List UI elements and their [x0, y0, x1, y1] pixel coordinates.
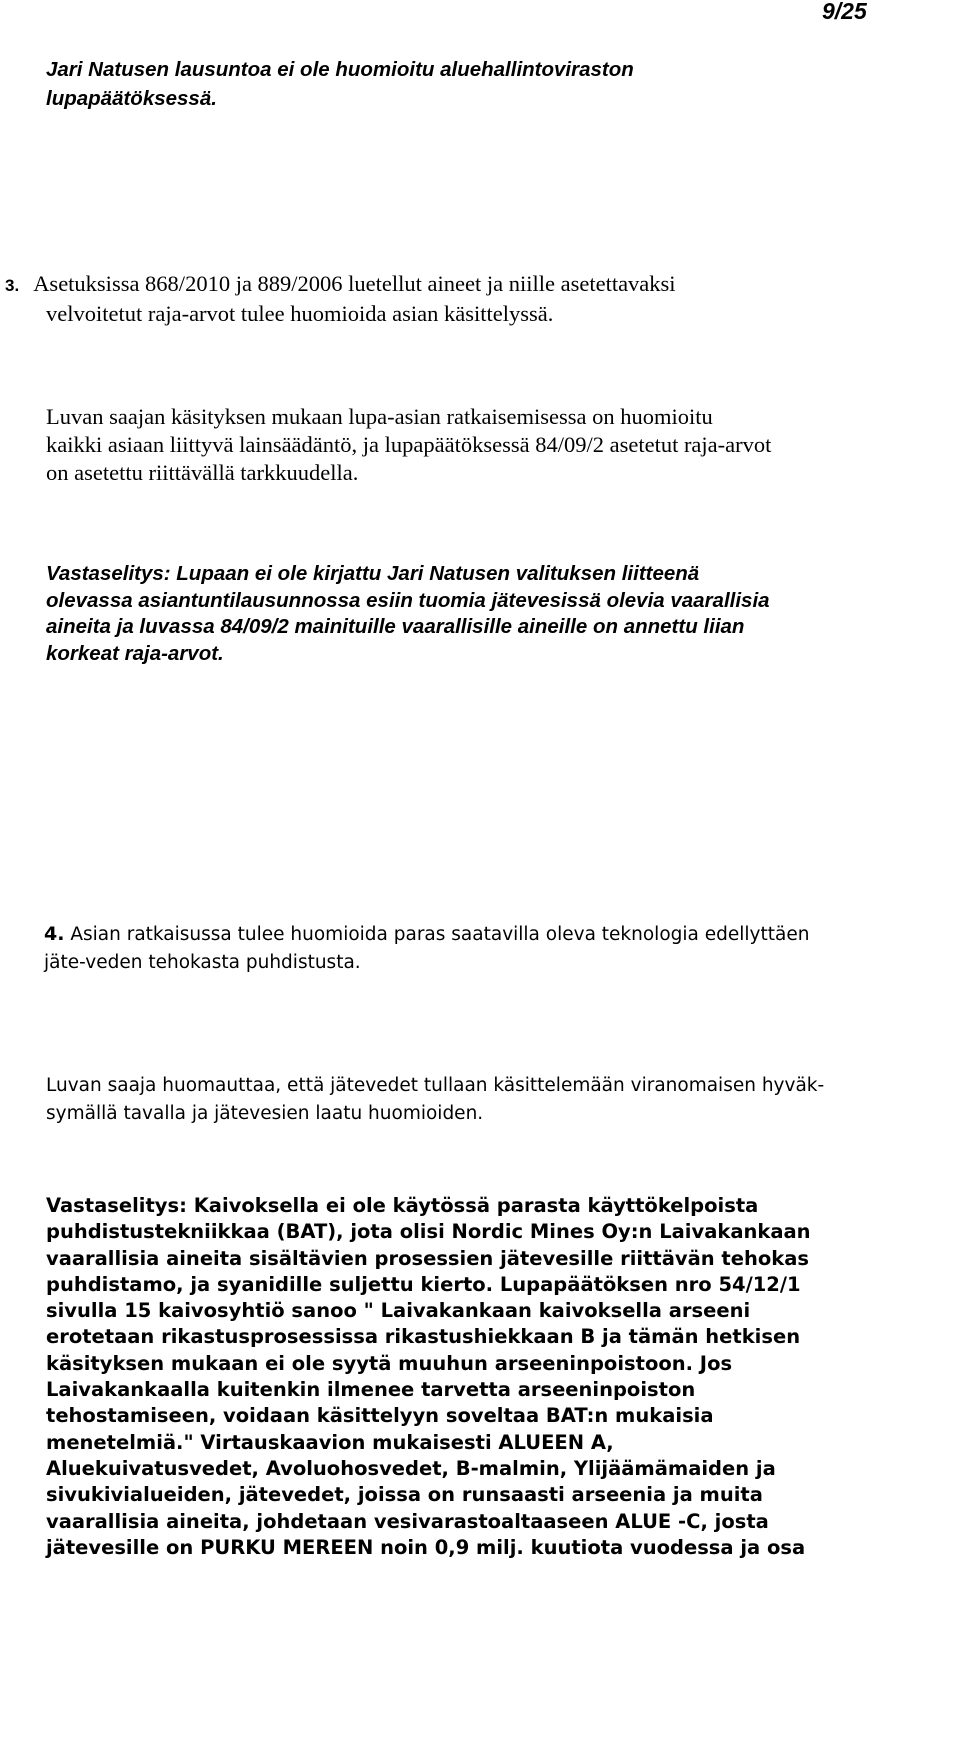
text-line: jäte-veden tehokasta puhdistusta. [44, 952, 361, 973]
item-number: 3. [5, 276, 20, 295]
text-line: käsityksen mukaan ei ole syytä muuhun arseeninpoistoon. Jos [46, 1351, 733, 1375]
item-number: 4. [44, 923, 65, 945]
text-line: tehostamiseen, voidaan käsittelyyn soveltaa BAT:n mukaisia [46, 1404, 714, 1428]
text-line: Luvan saajan käsityksen mukaan lupa-asian ratkaisemisessa on huomioitu [46, 404, 713, 429]
permit-holder-response-4 [46, 1072, 936, 1128]
text-line: jätevesille on PURKU MEREEN noin 0,9 milj. kuutiota vuodessa ja osa [46, 1535, 806, 1559]
page-number: 9/25 [822, 0, 867, 24]
text-line: vaarallisia aineita, johdetaan vesivarastoaltaaseen ALUE -C, josta [46, 1509, 769, 1533]
text-line: lupapäätöksessä. [46, 86, 217, 110]
text-line: kaikki asiaan liittyvä lainsäädäntö, ja lupapäätöksessä 84/09/2 asetetut raja-arvot [46, 432, 772, 457]
text-line: korkeat raja-arvot. [46, 641, 224, 665]
rebuttal-3 [46, 561, 936, 667]
text-line: velvoitetut raja-arvot tulee huomioida asian käsittelyssä. [46, 301, 554, 326]
text-line: aineita ja luvassa 84/09/2 mainituille vaarallisille aineille on annettu liian [46, 615, 745, 638]
item-3 [5, 270, 895, 328]
text-line: puhdistustekniikkaa (BAT), jota olisi Nordic Mines Oy:n Laivakankaan [46, 1220, 811, 1244]
item-4 [44, 920, 934, 977]
text-line: menetelmiä." Virtauskaavion mukaisesti ALUEEN A, [46, 1430, 614, 1454]
text-line: sivukivialueiden, jätevedet, joissa on runsaasti arseenia ja muita [46, 1483, 763, 1507]
text-line: olevassa asiantuntilausunnossa esiin tuomia jätevesissä olevia vaarallisia [46, 588, 770, 612]
section2-note [46, 56, 936, 113]
text-line: Jari Natusen lausuntoa ei ole huomioitu aluehallintoviraston [46, 58, 634, 81]
rebuttal-4 [46, 1193, 936, 1561]
text-line: vaarallisia aineita sisältävien prosessien jätevesille riittävän tehokas [46, 1246, 809, 1270]
permit-holder-response-3 [46, 403, 936, 487]
text-line: Luvan saaja huomauttaa, että jätevedet tullaan käsittelemään viranomaisen hyväk- [46, 1075, 825, 1096]
text-line: Vastaselitys: Lupaan ei ole kirjattu Jari Natusen valituksen liitteenä [46, 562, 700, 585]
text-line: erotetaan rikastusprosessissa rikastushiekkaan B ja tämän hetkisen [46, 1325, 801, 1349]
text-line: Asetuksissa 868/2010 ja 889/2006 luetellut aineet ja niille asetettavaksi [33, 271, 676, 296]
text-line: puhdistamo, ja syanidille suljettu kierto. Lupapäätöksen nro 54/12/1 [46, 1272, 801, 1296]
text-line: Asian ratkaisussa tulee huomioida paras saatavilla oleva teknologia edellyttäen [70, 924, 810, 945]
text-line: Vastaselitys: Kaivoksella ei ole käytössä parasta käyttökelpoista [46, 1194, 759, 1217]
text-line: Laivakankaalla kuitenkin ilmenee tarvetta arseeninpoiston [46, 1378, 696, 1402]
text-line: sivulla 15 kaivosyhtiö sanoo " Laivakankaan kaivoksella arseeni [46, 1299, 751, 1323]
text-line: on asetettu riittävällä tarkkuudella. [46, 460, 359, 485]
text-line: Aluekuivatusvedet, Avoluohosvedet, B-malmin, Ylijäämämaiden ja [46, 1456, 776, 1480]
text-line: symällä tavalla ja jätevesien laatu huomioiden. [46, 1103, 484, 1124]
